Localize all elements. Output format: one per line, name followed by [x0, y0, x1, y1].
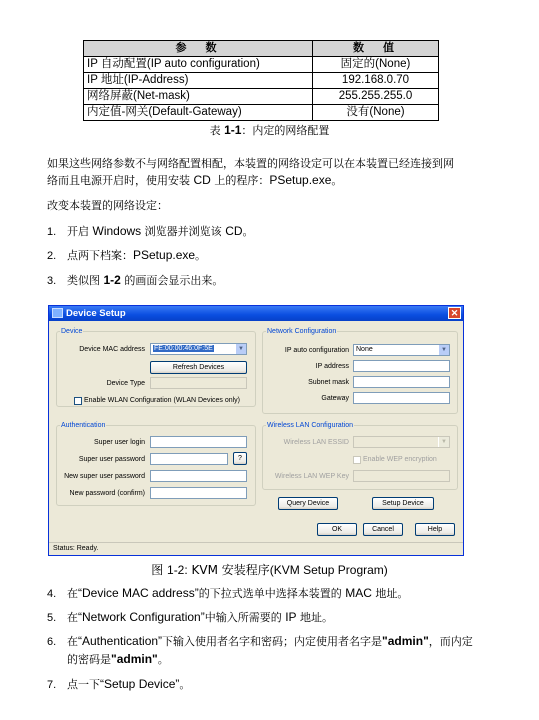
cancel-button[interactable]: Cancel: [363, 523, 403, 536]
step-number: 5.: [47, 612, 57, 624]
table-header: 参 数: [84, 41, 313, 57]
password-help-button[interactable]: ?: [233, 452, 247, 465]
device-type-field: [150, 377, 247, 389]
table-header-row: [84, 41, 439, 57]
confirm-password-input[interactable]: [150, 487, 247, 499]
text: KVM 安装程序: [187, 563, 270, 577]
param-cn: IP 自动配置: [87, 58, 147, 70]
text: IP: [285, 610, 297, 624]
ip-address-input[interactable]: [353, 360, 450, 372]
text: CD: [193, 173, 211, 187]
figure-caption: [0, 561, 539, 578]
group-legend: Network Configuration: [267, 328, 337, 335]
param-cn: IP 地址: [87, 74, 124, 86]
text: 类似图: [67, 274, 104, 287]
ip-auto-label: IP auto configuration: [284, 347, 349, 354]
paragraph-line: 如果这些网络参数不与网络配置相配，本装置的网络设定可以在本装置已经连接到网: [47, 157, 454, 170]
mac-value: FE:00:00:46:0F:5E: [154, 345, 213, 352]
group-legend: Authentication: [61, 422, 106, 429]
text: 开启: [67, 225, 93, 238]
param-cn: 网络屏蔽: [87, 90, 133, 102]
new-password-label: New super user password: [64, 473, 145, 480]
step-item: [47, 272, 223, 290]
refresh-devices-button[interactable]: Refresh Devices: [150, 361, 247, 374]
text: “Setup Device”: [100, 677, 180, 691]
query-device-button[interactable]: Query Device: [278, 497, 338, 510]
table-cell: [313, 57, 439, 73]
wep-checkbox-label: Enable WEP encryption: [363, 456, 437, 463]
step-item: [47, 247, 206, 265]
ip-auto-value: None: [356, 346, 373, 353]
table-cell: [84, 73, 313, 89]
value-cn: 固定的: [340, 58, 376, 70]
text: Windows: [92, 224, 142, 238]
mac-address-dropdown[interactable]: [150, 343, 247, 355]
text: 地址。: [371, 587, 409, 600]
mac-label: Device MAC address: [79, 346, 145, 353]
super-user-password-input[interactable]: [150, 453, 228, 465]
step-continuation: [67, 651, 169, 668]
setup-device-button[interactable]: Setup Device: [372, 497, 434, 510]
table-row: [84, 57, 439, 73]
text: 下输入使用者名字和密码；内定使用者名字是: [162, 635, 383, 648]
device-type-label: Device Type: [106, 380, 145, 387]
text: CD: [225, 224, 243, 238]
text: 1-2:: [167, 563, 188, 577]
text: 上的程序：: [210, 174, 270, 187]
text: 的密码是: [67, 653, 111, 666]
caption-num: 1-1: [224, 123, 242, 137]
table-cell: [313, 105, 439, 121]
text: 。: [157, 653, 169, 666]
confirm-password-label: New password (confirm): [69, 490, 145, 497]
table-row: [84, 73, 439, 89]
text: ，而内定: [428, 635, 473, 648]
app-icon: [52, 308, 63, 318]
step-number: 2.: [47, 250, 57, 262]
chevron-down-icon: ▼: [438, 437, 449, 447]
text: 。: [331, 174, 343, 187]
param-cn: 内定值-网关: [87, 106, 149, 118]
text: MAC: [345, 586, 372, 600]
param-en: (Default-Gateway): [148, 106, 242, 118]
wep-key-input: [353, 470, 450, 482]
new-password-input[interactable]: [150, 470, 247, 482]
text: "admin": [382, 634, 429, 648]
text: 浏览器并浏览该: [141, 225, 226, 238]
step-number: 1.: [47, 226, 57, 238]
text: “Network Configuration”: [78, 610, 205, 624]
device-setup-dialog: [48, 305, 464, 556]
text: PSetup.exe: [269, 173, 332, 187]
help-button[interactable]: Help: [415, 523, 455, 536]
step-number: 4.: [47, 588, 57, 600]
group-legend: Wireless LAN Configuration: [267, 422, 353, 429]
group-legend: Device: [61, 328, 83, 335]
ok-button[interactable]: OK: [317, 523, 357, 536]
text: (KVM Setup Program): [269, 563, 388, 577]
wep-key-label: Wireless LAN WEP Key: [274, 473, 349, 480]
text: 络而且电源开启时，使用安装: [47, 174, 194, 187]
text: “Device MAC address”: [78, 586, 199, 600]
text: 在: [67, 587, 78, 600]
table-cell: [84, 57, 313, 73]
step-item: [47, 633, 473, 651]
text: 图: [151, 563, 168, 577]
text: 在: [67, 635, 78, 648]
super-user-password-label: Super user password: [78, 456, 145, 463]
close-button[interactable]: ✕: [448, 307, 461, 319]
super-user-login-label: Super user login: [94, 439, 145, 446]
step-number: 3.: [47, 275, 57, 287]
gateway-input[interactable]: [353, 392, 450, 404]
essid-dropdown: [353, 436, 450, 448]
wep-checkbox: [353, 456, 361, 464]
step-number: 6.: [47, 636, 57, 648]
table-cell: [84, 89, 313, 105]
text: 在: [67, 611, 78, 624]
text: 点两下档案：: [67, 249, 133, 262]
value-en: (None): [375, 58, 411, 70]
chevron-down-icon: ▼: [235, 344, 246, 354]
text: 1-2: [103, 273, 121, 287]
essid-label: Wireless LAN ESSID: [283, 439, 349, 446]
text: 的画面会显示出来。: [120, 274, 224, 287]
status-bar: Status: Ready.: [49, 542, 463, 555]
caption-prefix: 表: [209, 124, 225, 137]
param-en: (Net-mask): [133, 90, 190, 102]
ip-auto-dropdown[interactable]: [353, 344, 450, 356]
text: 的下拉式选单中选择本装置的: [198, 587, 346, 600]
gateway-label: Gateway: [321, 395, 349, 402]
table-caption: [0, 122, 539, 138]
text: 。: [242, 225, 254, 238]
text: 地址。: [296, 611, 334, 624]
text: "admin": [111, 652, 158, 666]
wlan-checkbox-label: Enable WLAN Configuration (WLAN Devices only): [84, 397, 241, 404]
chevron-down-icon: ▼: [438, 345, 449, 355]
param-en: (IP auto configuration): [146, 58, 260, 70]
network-params-table: [83, 40, 439, 121]
value-en: 192.168.0.70: [341, 74, 410, 86]
text: PSetup.exe: [133, 248, 196, 262]
text: 点一下: [67, 678, 100, 691]
text: 中输入所需要的: [204, 611, 286, 624]
step-item: [47, 609, 333, 627]
change-settings-intro: 改变本装置的网络设定：: [47, 199, 168, 212]
table-row: [84, 105, 439, 121]
wlan-checkbox[interactable]: [74, 397, 82, 405]
text: 。: [195, 249, 207, 262]
step-number: 7.: [47, 679, 57, 691]
step-item: [47, 676, 190, 694]
step-item: [47, 223, 254, 241]
step-item: [47, 585, 408, 603]
text: “Authentication”: [78, 634, 163, 648]
table-cell: [313, 89, 439, 105]
table-header: 数 值: [313, 41, 439, 57]
value-cn: 没有: [346, 106, 370, 118]
subnet-mask-label: Subnet mask: [308, 379, 349, 386]
subnet-mask-input[interactable]: [353, 376, 450, 388]
value-en: 255.255.255.0: [338, 90, 413, 102]
caption-text: ：内定的网络配置: [241, 124, 330, 137]
ip-address-label: IP address: [315, 363, 349, 370]
table-row: [84, 89, 439, 105]
dialog-titlebar: [49, 306, 463, 321]
super-user-login-input[interactable]: [150, 436, 247, 448]
table-cell: [84, 105, 313, 121]
intro-paragraph: [47, 155, 517, 189]
param-en: (IP-Address): [123, 74, 189, 86]
value-en: (None): [369, 106, 405, 118]
table-cell: [313, 73, 439, 89]
paragraph-line: [47, 172, 517, 189]
text: 。: [179, 678, 191, 691]
dialog-title: Device Setup: [66, 308, 126, 319]
